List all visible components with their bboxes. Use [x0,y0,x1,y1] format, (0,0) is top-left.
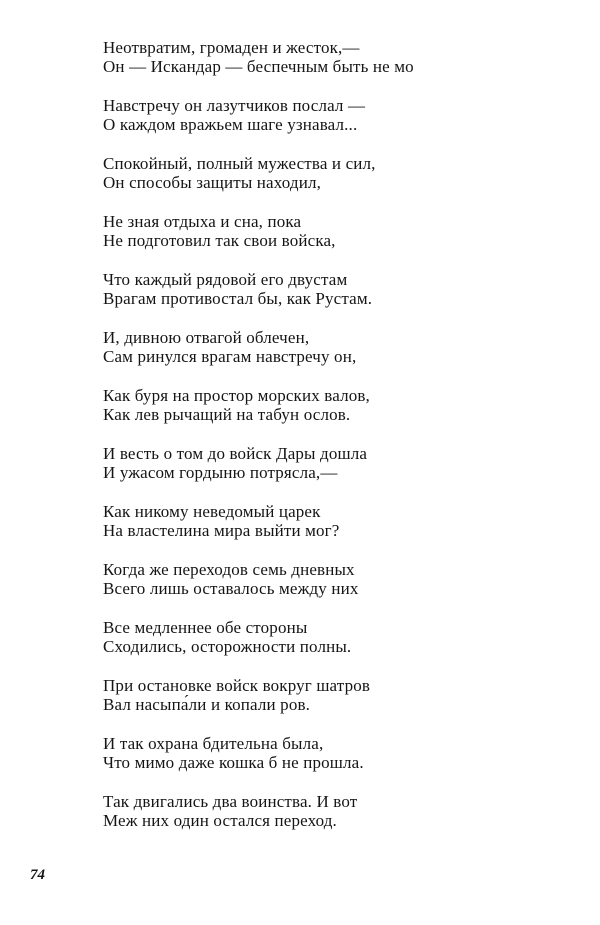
stanza [103,444,463,482]
poem-line: Всего лишь оставалось между них [103,579,359,598]
poem-line: Меж них один остался переход. [103,811,337,830]
stanza [103,792,463,830]
poem-line: И так охрана бдительна была, [103,734,324,753]
stanza [103,212,463,250]
poem-line: И ужасом гордыню потрясла,— [103,463,338,482]
poem-line: Навстречу он лазутчиков послал — [103,96,366,115]
poem-line: Не подготовил так свои войска, [103,231,336,250]
stanza [103,734,463,772]
poem-line: Сам ринулся врагам навстречу он, [103,347,357,366]
poem-line: Как буря на простор морских валов, [103,386,370,405]
poem-line: При остановке войск вокруг шатров [103,676,371,695]
poem-line: На властелина мира выйти мог? [103,521,340,540]
poem-line: Как лев рычащий на табун ослов. [103,405,351,424]
poem-line: И, дивною отвагой облечен, [103,328,310,347]
poem-line: Вал насыпа́ли и копали ров. [103,695,311,714]
poem-line: Что мимо даже кошка б не прошла. [103,753,364,772]
stanza [103,270,463,308]
stanza [103,676,463,714]
poem-line: Сходились, осторожности полны. [103,637,352,656]
stanza [103,328,463,366]
poem-line: Неотвратим, громаден и жесток,— [103,38,360,57]
stanza [103,386,463,424]
stanza [103,502,463,540]
poem-line: Спокойный, полный мужества и сил, [103,154,376,173]
poem-line: Он способы защиты находил, [103,173,321,192]
stanza [103,154,463,192]
stanza [103,618,463,656]
poem-line: Так двигались два воинства. И вот [103,792,358,811]
poem-text [103,38,463,850]
stanza [103,96,463,134]
poem-line: Все медленнее обе стороны [103,618,308,637]
page-number: 74 [30,867,45,883]
poem-line: Что каждый рядовой его двустам [103,270,348,289]
poem-line: Врагам противостал бы, как Рустам. [103,289,373,308]
stanza [103,560,463,598]
poem-line: О каждом вражьем шаге узнавал... [103,115,358,134]
poem-line: Не зная отдыха и сна, пока [103,212,302,231]
poem-line: Как никому неведомый царек [103,502,321,521]
poem-line: Он — Искандар — беспечным быть не мо [103,57,414,76]
poem-line: Когда же переходов семь дневных [103,560,355,579]
stanza [103,38,463,76]
poem-line: И весть о том до войск Дары дошла [103,444,368,463]
